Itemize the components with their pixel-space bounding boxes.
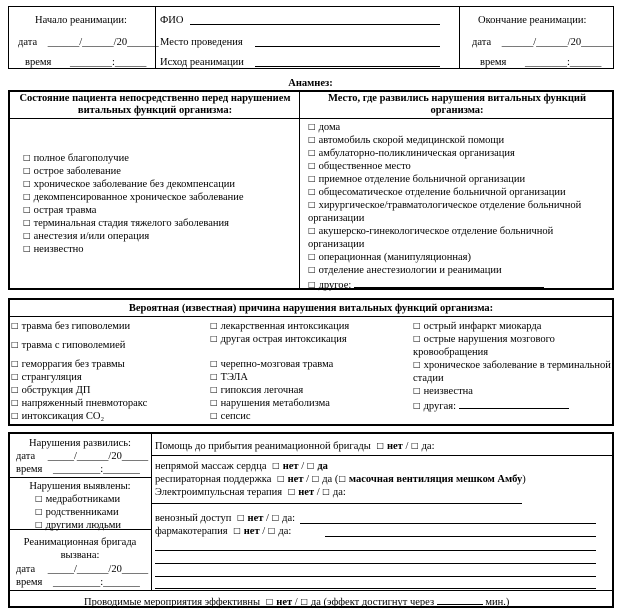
resp-no-option[interactable]: □ нет <box>277 474 303 485</box>
place-item[interactable]: □ отделение анестезиологии и реанимации <box>308 264 608 277</box>
cause-header-line <box>8 316 614 317</box>
resp-label: респираторная поддержка <box>155 474 272 485</box>
fio-line <box>190 24 440 25</box>
cause-item[interactable]: □ травма с гиповолемией <box>11 339 147 352</box>
pharma-yes-option[interactable]: □ да <box>268 526 289 537</box>
help-line <box>152 455 614 456</box>
anamnesis-divider <box>299 90 300 290</box>
cause-item[interactable]: □ сепсис <box>210 410 349 423</box>
detected-item[interactable]: □ другими людьми <box>35 519 121 532</box>
place-line <box>255 46 440 47</box>
pharma-line <box>325 536 596 537</box>
state-item[interactable]: □ острая травма <box>23 204 244 217</box>
place-item[interactable]: □ дома <box>308 121 608 134</box>
place-item[interactable]: □ общесоматическое отделение больничной организации <box>308 186 608 199</box>
end-date[interactable]: дата ______/______/20______ <box>472 37 613 48</box>
help-no-option[interactable]: □ нет <box>376 441 402 452</box>
notes-line-4 <box>155 588 596 589</box>
pharma-no-option[interactable]: □ нет <box>233 526 259 537</box>
effective-no-option[interactable]: □ нет <box>266 597 292 608</box>
place-other-label: другое: <box>318 280 352 291</box>
help-before-label: Помощь до прибытия реанимационной бригады <box>155 441 371 452</box>
cause-item[interactable]: □ ТЭЛА <box>210 371 349 384</box>
effective-row: Проводимые мероприятия эффективны □ нет / □ да (эффект достигнут через мин.) <box>84 594 509 609</box>
state-list <box>23 152 244 256</box>
team-called-title: Реанимационная бригада вызвана: <box>23 537 137 561</box>
cause-item[interactable]: □ острый инфаркт миокарда <box>413 320 611 333</box>
state-item[interactable]: □ хроническое заболевание без декомпенсации <box>23 178 244 191</box>
venous-row: венозный доступ □ нет / □ да: <box>155 512 295 525</box>
state-item[interactable]: □ анестезия и/или операция <box>23 230 244 243</box>
effect-tail-label: (эффект достигнут через <box>323 597 435 608</box>
start-title: Начало реанимации: <box>35 15 127 26</box>
end-title: Окончание реанимации: <box>478 15 587 26</box>
end-time[interactable]: время ________:______ <box>480 57 602 68</box>
cause-col1 <box>11 320 147 423</box>
place-label: Место проведения <box>160 37 243 48</box>
anamnesis-header-line <box>8 118 614 119</box>
team-time-label: время <box>16 577 43 588</box>
end-date-label: дата <box>472 37 492 48</box>
developed-date[interactable]: дата _____/______/20_____ <box>16 451 149 462</box>
venous-label: венозный доступ <box>155 513 232 524</box>
cause-item[interactable]: □ гипоксия легочная <box>210 384 349 397</box>
outcome-label: Исход реанимации <box>160 57 244 68</box>
cause-item[interactable]: □ неизвестна <box>413 385 611 398</box>
massage-yes-option[interactable]: □ да <box>307 461 328 472</box>
state-item[interactable]: □ острое заболевание <box>23 165 244 178</box>
cause-item[interactable]: □ другая острая интоксикация <box>210 333 349 346</box>
developed-title: Нарушения развились: <box>29 438 131 449</box>
outcome-line <box>255 66 440 67</box>
place-item[interactable]: □ автомобиль скорой медицинской помощи <box>308 134 608 147</box>
help-yes-option[interactable]: □ да <box>411 441 432 452</box>
team-date-label: дата <box>16 564 36 575</box>
effective-label: Проводимые мероприятия эффективны <box>84 597 261 608</box>
notes-line-3 <box>155 576 596 577</box>
place-item[interactable]: □ амбулаторно-поликлиническая организация <box>308 147 608 160</box>
state-item[interactable]: □ терминальная стадия тяжелого заболевания <box>23 217 244 230</box>
fio-label: ФИО <box>160 15 184 26</box>
developed-time[interactable]: время _________:_______ <box>16 464 140 475</box>
start-date-label: дата <box>18 37 38 48</box>
cause-item[interactable]: □ странгуляция <box>11 371 147 384</box>
end-time-label: время <box>480 57 507 68</box>
cause-item[interactable]: □ обструкция ДП <box>11 384 147 397</box>
massage-row: непрямой массаж сердца □ нет / □ да <box>155 460 328 473</box>
cause-col2 <box>210 320 349 423</box>
state-item[interactable]: □ неизвестно <box>23 243 244 256</box>
cause-item[interactable] <box>413 398 611 413</box>
pharma-label: фармакотерапия <box>155 526 228 537</box>
detected-item[interactable]: □ родственниками <box>35 506 121 519</box>
fio-field[interactable] <box>160 14 183 27</box>
notes-line-1 <box>155 550 596 551</box>
place-item[interactable]: □ хирургическое/травматологическое отделение больничной организации <box>308 199 608 225</box>
cause-item[interactable]: □ лекарственная интоксикация <box>210 320 349 333</box>
cause-item[interactable]: □ геморрагия без травмы <box>11 358 147 371</box>
cause-item[interactable]: □ интоксикация CO₂ <box>11 410 147 423</box>
ambu-option[interactable]: □ масочная вентиляция мешком Амбу <box>338 474 522 485</box>
anamnesis-title: Анамнез: <box>288 78 333 89</box>
cause-item[interactable]: □ хроническое заболевание в терминальной стадии <box>413 359 611 385</box>
state-item[interactable]: □ полное благополучие <box>23 152 244 165</box>
cause-item[interactable]: □ острые нарушения мозгового кровообращения <box>413 333 611 359</box>
events-bottom-line <box>8 590 614 591</box>
detected-list <box>35 493 121 532</box>
cause-col3 <box>413 320 611 413</box>
place-item[interactable]: □ акушерско-гинекологическое отделение больничной организации <box>308 225 608 251</box>
team-called-date[interactable]: дата _____/______/20_____ <box>16 564 149 575</box>
effect-minutes-field[interactable] <box>437 594 483 605</box>
help-before-row: Помощь до прибытия реанимационной бригады □ нет / □ да: <box>155 440 435 453</box>
outcome-field[interactable] <box>160 56 244 69</box>
developed-time-label: время <box>16 464 43 475</box>
resp-yes-option[interactable]: □ да <box>312 474 333 485</box>
detected-title: Нарушения выявлены: <box>29 481 131 492</box>
cause-item[interactable]: □ травма без гиповолемии <box>11 320 147 333</box>
effective-yes-option[interactable]: □ да <box>300 597 321 608</box>
electro-no-option[interactable]: □ нет <box>288 487 314 498</box>
cause-other-label: другая: <box>423 401 456 412</box>
place-list <box>308 121 608 292</box>
team-called-time[interactable]: время _________:_______ <box>16 577 140 588</box>
electro-yes-option[interactable]: □ да <box>322 487 343 498</box>
venous-yes-option[interactable]: □ да <box>272 513 293 524</box>
detected-item[interactable]: □ медработниками <box>35 493 121 506</box>
min-label: мин.) <box>485 597 510 608</box>
place-field[interactable] <box>160 36 243 49</box>
cause-item[interactable]: □ черепно-мозговая травма <box>210 358 349 371</box>
cause-item[interactable]: □ нарушения метаболизма <box>210 397 349 410</box>
cause-title: Вероятная (известная) причина нарушения витальных функций организма: <box>128 303 494 314</box>
place-item[interactable]: □ приемное отделение больничной организации <box>308 173 608 186</box>
venous-no-option[interactable]: □ нет <box>237 513 263 524</box>
cause-item[interactable]: □ напряженный пневмоторакс <box>11 397 147 410</box>
massage-label: непрямой массаж сердца <box>155 461 267 472</box>
place-item[interactable]: □ операционная (манипуляционная) <box>308 251 608 264</box>
electro-label: Электроимпульсная терапия <box>155 487 283 498</box>
venous-line <box>300 523 596 524</box>
state-title: Состояние пациента непосредственно перед нарушением витальных функций организма: <box>19 93 291 116</box>
start-date[interactable]: дата ______/______/20______ <box>18 37 159 48</box>
place-title: Место, где развились нарушения витальных функций организма: <box>328 93 586 116</box>
start-time[interactable]: время ________:______ <box>25 57 147 68</box>
start-time-label: время <box>25 57 52 68</box>
state-item[interactable]: □ декомпенсированное хроническое заболевание <box>23 191 244 204</box>
massage-no-option[interactable]: □ нет <box>272 461 298 472</box>
developed-date-label: дата <box>16 451 36 462</box>
notes-line-2 <box>155 563 596 564</box>
electro-line <box>152 503 522 504</box>
place-item[interactable]: □ общественное место <box>308 160 608 173</box>
pharma-row: фармакотерапия □ нет / □ да: <box>155 525 291 538</box>
electro-row: Электроимпульсная терапия □ нет / □ да: <box>155 486 346 499</box>
place-item[interactable] <box>308 277 608 292</box>
resp-row: респираторная поддержка □ нет / □ да (□ масочная вентиляция мешком Амбу) <box>155 473 526 486</box>
header-divider-2 <box>459 6 460 69</box>
